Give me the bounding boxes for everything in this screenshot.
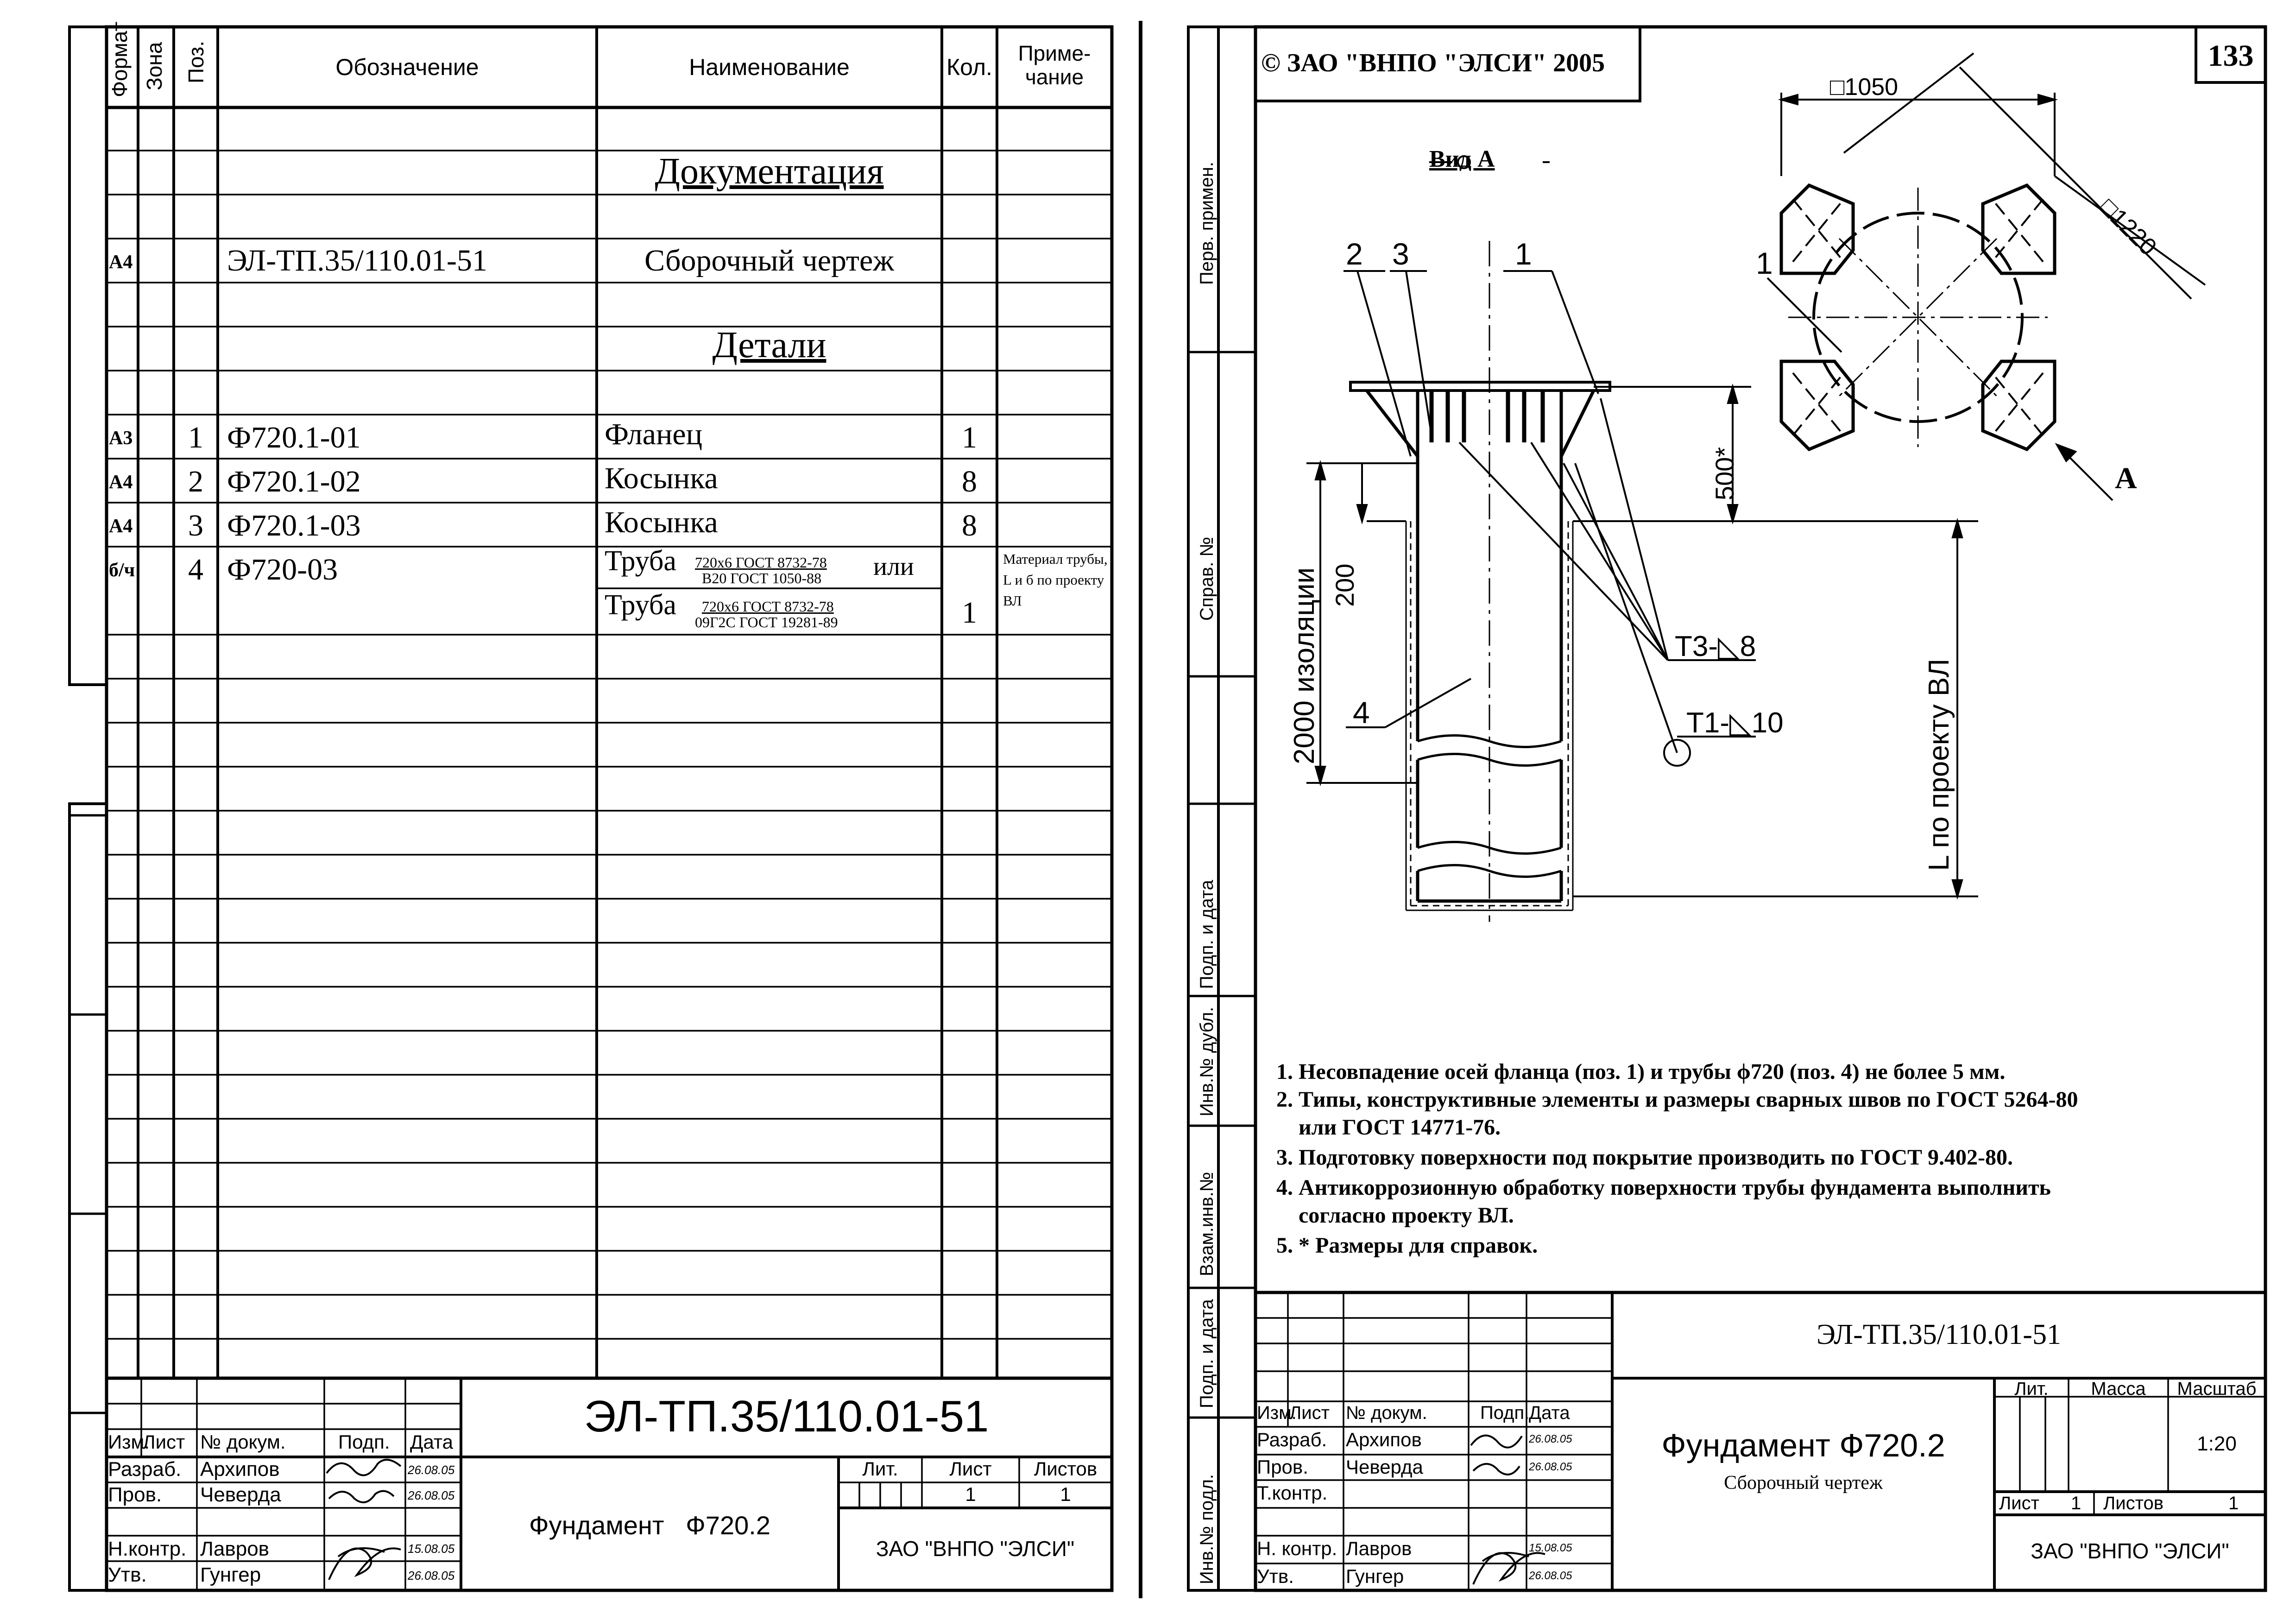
tb-right-date-5: 15.08.05 — [1529, 1542, 1572, 1554]
tb-left-title: Фундамент Ф720.2 — [529, 1511, 770, 1540]
header-pos: Поз. — [184, 41, 208, 83]
side-label-orig-inv: Инв.№ подл. — [1197, 1474, 1217, 1584]
row3-pos: 3 — [188, 509, 203, 542]
tb-right-scale-val: 1:20 — [2197, 1432, 2237, 1455]
row2-qty: 8 — [962, 465, 977, 498]
tb-left-col-list: Лист — [143, 1431, 185, 1453]
tb-right-col-izm: Изм. — [1257, 1403, 1297, 1423]
row4-name1: Труба — [605, 545, 676, 577]
tb-right-col-date: Дата — [1529, 1403, 1570, 1423]
tb-right-role-1: Разраб. — [1257, 1429, 1327, 1450]
tb-right-subtitle: Сборочный чертеж — [1724, 1472, 1883, 1494]
tb-left-name-4: Лавров — [200, 1538, 270, 1560]
tb-left-date-1: 26.08.05 — [408, 1463, 455, 1477]
tb-right-lit: Лит. — [2014, 1379, 2049, 1399]
row3-qty: 8 — [962, 509, 977, 542]
header-format: Формат — [107, 21, 132, 97]
row4-spec2b: 09Г2С ГОСТ 19281-89 — [695, 614, 838, 630]
tb-left-sheet-val: 1 — [965, 1483, 976, 1505]
row3-format: А4 — [109, 516, 133, 537]
tb-right-role-6: Утв. — [1257, 1565, 1294, 1587]
tb-right-name-2: Чеверда — [1346, 1456, 1423, 1478]
tb-left-role-5: Утв. — [108, 1563, 147, 1586]
tb-left-name-1: Архипов — [200, 1458, 280, 1481]
flange-plan-view — [1767, 53, 2205, 500]
tb-left-col-sign: Подп. — [338, 1431, 390, 1453]
tb-right-col-doc: № докум. — [1346, 1403, 1427, 1423]
tb-right-name-1: Архипов — [1346, 1429, 1422, 1450]
section-pos-label-2: 2 — [1346, 237, 1363, 271]
weld-t3: Т3-◺8 — [1675, 630, 1756, 662]
tb-left-sheets: Листов — [1034, 1458, 1098, 1480]
doc-row-designation: ЭЛ-ТП.35/110.01-51 — [227, 244, 487, 277]
tb-right-title: Фундамент Ф720.2 — [1661, 1427, 1945, 1463]
note-2-cont: или ГОСТ 14771-76. — [1276, 1115, 1501, 1140]
row1-format: А3 — [109, 428, 133, 449]
note-3: 3. Подготовку поверхности под покрытие производить по ГОСТ 9.402-80. — [1276, 1145, 2013, 1170]
note-5: 5. * Размеры для справок. — [1276, 1233, 1538, 1258]
tb-right-role-5: Н. контр. — [1257, 1538, 1337, 1559]
header-designation: Обозначение — [335, 54, 479, 80]
tb-right-role-2: Пров. — [1257, 1456, 1308, 1478]
tb-right-sheets-val: 1 — [2228, 1493, 2239, 1513]
page-number: 133 — [2208, 39, 2254, 73]
tb-left-date-4: 15.08.05 — [408, 1542, 455, 1556]
row1-pos: 1 — [188, 421, 203, 454]
tb-right-sheet-val: 1 — [2071, 1493, 2082, 1513]
row1-designation: Ф720.1-01 — [227, 421, 361, 454]
header-note: Приме- чание — [1018, 41, 1091, 89]
dim-l: L по проекту ВЛ — [1923, 658, 1955, 871]
tb-right-name-6: Гунгер — [1346, 1565, 1404, 1587]
tb-right-org: ЗАО "ВНПО "ЭЛСИ" — [2031, 1539, 2229, 1563]
row4-or: или — [873, 552, 914, 581]
tb-right-date-6: 26.08.05 — [1529, 1570, 1572, 1582]
side-label-sign-date-1: Подп. и дата — [1197, 880, 1217, 989]
row2-format: А4 — [109, 472, 133, 493]
row4-format: б/ч — [109, 560, 135, 581]
side-label-replace-inv: Взам.инв.№ — [1197, 1172, 1217, 1276]
header-name: Наименование — [689, 54, 850, 80]
side-label-first-use: Перв. примен. — [1197, 162, 1217, 285]
tb-right-date-1: 26.08.05 — [1529, 1433, 1572, 1445]
tb-right-col-sign: Подп. — [1480, 1403, 1530, 1423]
tb-left-org: ЗАО "ВНПО "ЭЛСИ" — [876, 1537, 1075, 1561]
tb-right-scale: Масштаб — [2177, 1379, 2257, 1399]
row2-designation: Ф720.1-02 — [227, 465, 361, 498]
tb-left-code: ЭЛ-ТП.35/110.01-51 — [584, 1392, 989, 1441]
note-4: 4. Антикоррозионную обработку поверхности трубы фундамента выполнить — [1276, 1175, 2051, 1200]
dim-500: 500* — [1710, 447, 1739, 500]
tb-left-col-izm: Изм. — [108, 1431, 150, 1453]
row3-designation: Ф720.1-03 — [227, 509, 361, 542]
tb-left-date-2: 26.08.05 — [408, 1488, 455, 1502]
row4-name2: Труба — [605, 589, 676, 621]
tb-right-col-list: Лист — [1289, 1403, 1330, 1423]
row4-spec1b: В20 ГОСТ 1050-88 — [702, 570, 822, 586]
section-pos-label-4: 4 — [1353, 695, 1370, 730]
dim-2000: 2000 изоляции — [1288, 567, 1320, 764]
side-label-dup-inv: Инв.№ дубл. — [1197, 1007, 1217, 1116]
tb-left-col-doc: № докум. — [200, 1431, 286, 1453]
row4-pos: 4 — [188, 553, 203, 586]
section-pos-label-1: 1 — [1515, 237, 1532, 271]
row1-name: Фланец — [605, 417, 703, 451]
row2-name: Косынка — [605, 461, 718, 495]
tb-left-role-1: Разраб. — [108, 1458, 182, 1481]
copyright: © ЗАО "ВНПО "ЭЛСИ" 2005 — [1261, 49, 1605, 77]
section-documentation: Документация — [655, 151, 884, 192]
side-label-sign-date-2: Подп. и дата — [1197, 1299, 1217, 1408]
doc-row-format: А4 — [109, 252, 133, 273]
note-1: 1. Несовпадение осей фланца (поз. 1) и трубы ϕ720 (поз. 4) не более 5 мм. — [1276, 1059, 2006, 1084]
tb-left-col-date: Дата — [410, 1431, 454, 1453]
side-label-ref-no: Справ. № — [1197, 536, 1217, 621]
tb-left-role-2: Пров. — [108, 1483, 162, 1506]
dim-200: 200 — [1330, 563, 1359, 607]
doc-row-name: Сборочный чертеж — [644, 244, 894, 277]
row2-pos: 2 — [188, 465, 203, 498]
weld-t1: Т1-◺10 — [1686, 707, 1784, 739]
tb-left-date-5: 26.08.05 — [408, 1569, 455, 1582]
tb-left-role-4: Н.контр. — [108, 1538, 187, 1560]
tb-right-role-3: Т.контр. — [1257, 1482, 1328, 1504]
tb-left-name-5: Гунгер — [200, 1563, 261, 1586]
tb-right-date-2: 26.08.05 — [1529, 1461, 1572, 1473]
tb-right-code: ЭЛ-ТП.35/110.01-51 — [1817, 1319, 2061, 1350]
view-label: Вид А — [1429, 146, 1495, 172]
tb-left-lit: Лит. — [862, 1458, 898, 1480]
dim-1220: □1220 — [2094, 193, 2162, 261]
header-zone: Зона — [142, 42, 166, 90]
tb-right-sheet: Лист — [1999, 1493, 2039, 1513]
plan-pos-label-1: 1 — [1756, 246, 1773, 280]
note-4-cont: согласно проекту ВЛ. — [1276, 1203, 1514, 1228]
row4-qty: 1 — [962, 596, 977, 630]
row4-designation: Ф720-03 — [227, 553, 338, 586]
row3-name: Косынка — [605, 505, 718, 539]
tb-right-name-5: Лавров — [1346, 1538, 1412, 1559]
header-qty: Кол. — [946, 54, 992, 80]
row4-note: Материал трубы, L и б по проекту ВЛ — [1003, 551, 1108, 609]
row4-spec1a: 720х6 ГОСТ 8732-78 — [695, 554, 827, 571]
tb-left-sheets-val: 1 — [1060, 1483, 1071, 1505]
row1-qty: 1 — [962, 421, 977, 454]
dim-1050: □1050 — [1830, 74, 1899, 101]
tb-left-sheet: Лист — [949, 1458, 992, 1480]
arrow-a-label: А — [2115, 461, 2137, 495]
tb-left-name-2: Чеверда — [200, 1483, 281, 1506]
section-pos-label-3: 3 — [1392, 237, 1409, 271]
section-details: Детали — [712, 325, 826, 366]
tb-right-sheets: Листов — [2103, 1493, 2164, 1513]
row4-spec2a: 720х6 ГОСТ 8732-78 — [702, 598, 834, 615]
note-2: 2. Типы, конструктивные элементы и размеры сварных швов по ГОСТ 5264-80 — [1276, 1087, 2078, 1112]
tb-right-mass: Масса — [2091, 1379, 2146, 1399]
